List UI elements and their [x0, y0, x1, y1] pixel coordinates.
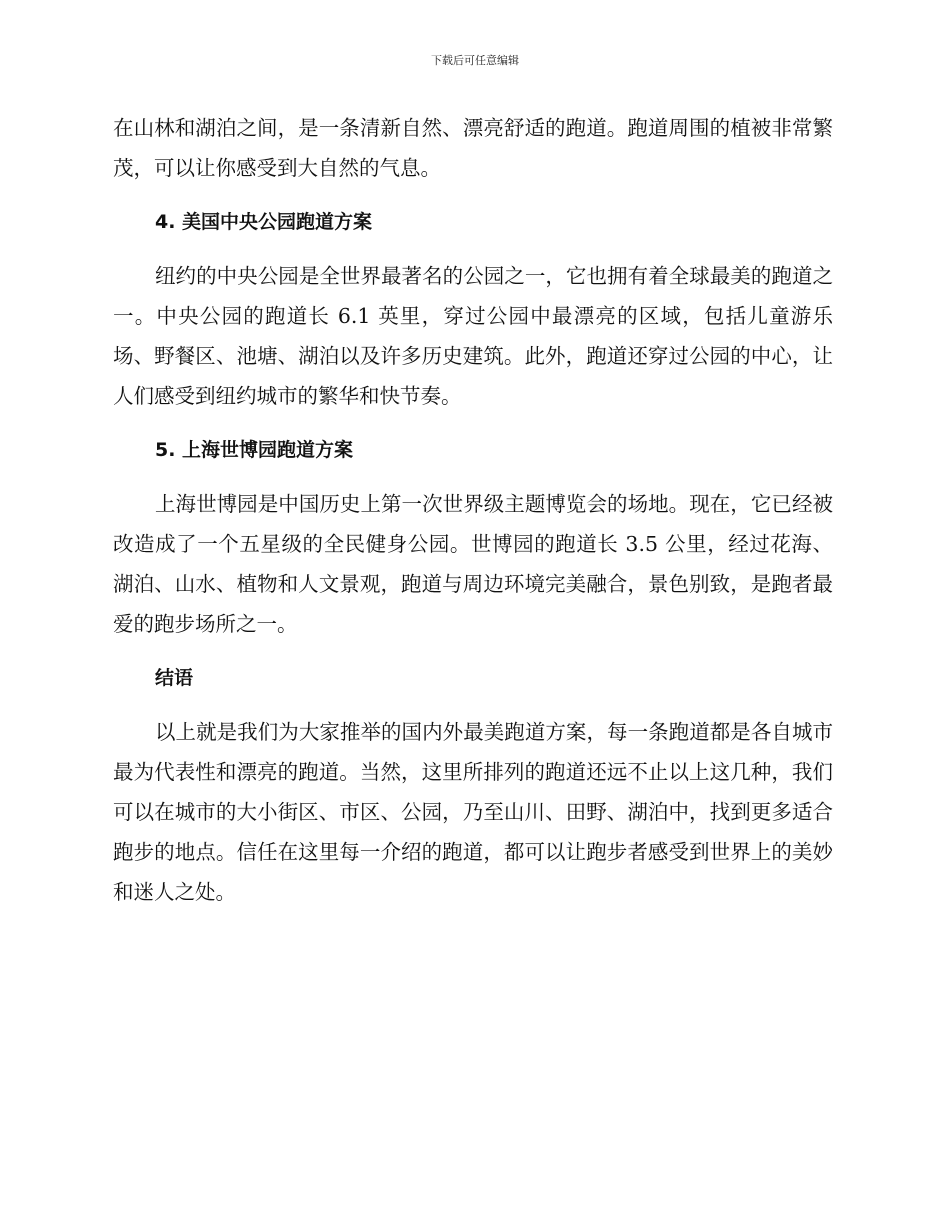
paragraph-intro: 在山林和湖泊之间，是一条清新自然、漂亮舒适的跑道。跑道周围的植被非常繁茂，可以让你感受到大自然的气息。 — [113, 116, 833, 180]
section-heading-conclusion: 结语 — [155, 667, 194, 689]
document-body — [113, 108, 833, 926]
paragraph-shanghai-expo: 上海世博园是中国历史上第一次世界级主题博览会的场地。现在，它已经被改造成了一个五星级的全民健身公园。世博园的跑道长 3.5 公里，经过花海、湖泊、山水、植物和人文景观，跑道与周边环境完美融合，景色别致，是跑者最爱的跑步场所之一。 — [113, 492, 833, 636]
paragraph-central-park: 纽约的中央公园是全世界最著名的公园之一，它也拥有着全球最美的跑道之一。中央公园的跑道长 6.1 英里，穿过公园中最漂亮的区域，包括儿童游乐场、野餐区、池塘、湖泊以及许多历史建筑。此外，跑道还穿过公园的中心，让人们感受到纽约城市的繁华和快节奏。 — [113, 264, 833, 408]
paragraph-conclusion: 以上就是我们为大家推举的国内外最美跑道方案，每一条跑道都是各自城市最为代表性和漂亮的跑道。当然，这里所排列的跑道还远不止以上这几种，我们可以在城市的大小街区、市区、公园，乃至山川、田野、湖泊中，找到更多适合跑步的地点。信任在这里每一介绍的跑道，都可以让跑步者感受到世界上的美妙和迷人之处。 — [113, 720, 833, 904]
page-header: 下载后可任意编辑 — [431, 54, 519, 67]
section-heading-central-park: 4. 美国中央公园跑道方案 — [155, 211, 373, 233]
section-heading-shanghai-expo: 5. 上海世博园跑道方案 — [155, 439, 354, 461]
